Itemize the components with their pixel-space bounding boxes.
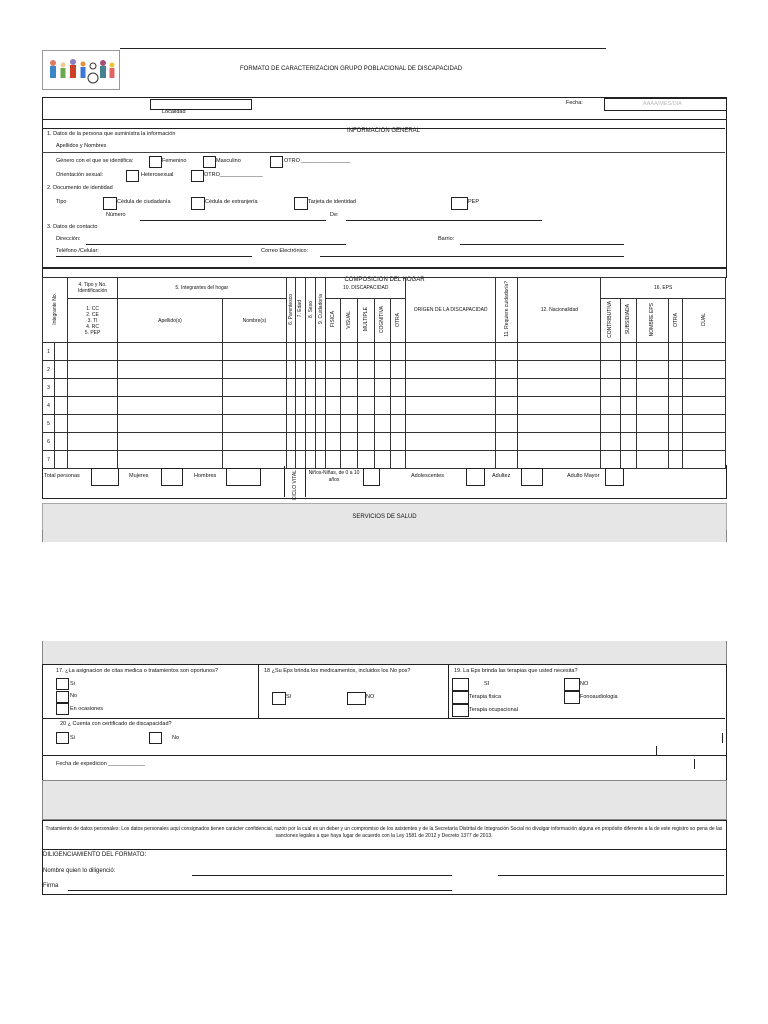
household-cell[interactable] [306,343,316,361]
numero-field[interactable] [140,220,326,221]
household-cell[interactable] [390,433,405,451]
q19-text: 19. La Eps brinda las terapias que usted necesita? [454,668,578,674]
household-cell[interactable] [295,433,305,451]
otra-eps-header: OTRA [669,299,683,343]
q18-text: 18 ¿Su Eps brinda los medicamentos, incluidos los No pos? [264,668,411,674]
totals-row [42,465,727,499]
multiple-header: MULTIPLE [357,299,374,343]
household-cell[interactable] [406,397,496,415]
household-cell[interactable] [223,433,287,451]
household-cell[interactable] [117,343,222,361]
household-cell[interactable] [68,415,118,433]
household-cell[interactable] [601,397,620,415]
section-2-title: 2. Documento de identidad [47,185,113,191]
fonoaudiologia-checkbox[interactable] [564,691,580,704]
household-cell[interactable] [601,343,620,361]
household-cell[interactable] [518,379,601,397]
terapia-fisica-label: Terapia fisica [469,694,502,700]
household-cell[interactable] [669,433,683,451]
orientacion-label: Orientación sexual: [56,172,104,178]
household-cell[interactable] [669,397,683,415]
q17-ocasiones-label: En ocasiones [70,706,104,712]
household-cell[interactable] [683,415,726,433]
nombre-diligencio-label: Nombre quien lo diligenció: [43,868,116,874]
household-cell[interactable] [620,379,636,397]
household-cell[interactable] [374,343,390,361]
household-cell[interactable] [357,415,374,433]
q18-no-checkbox[interactable] [347,692,366,705]
household-cell[interactable] [601,415,620,433]
fecha-label: Fecha: [566,100,583,106]
cedula-ext-label: Cédula de extranjería [205,199,258,205]
general-info-header: INFORMACION GENERAL [42,119,725,129]
household-cell[interactable] [326,397,341,415]
integrante-no-header: Integrante No. [43,278,68,343]
adultez-box[interactable] [521,468,543,486]
firma-label: Firma [43,883,59,889]
household-cell[interactable] [620,343,636,361]
household-cell[interactable] [306,433,316,451]
household-row-number: 2 [43,361,55,379]
discapacidad-header: 10. DISCAPACIDAD [326,278,406,299]
household-cell[interactable] [518,415,601,433]
household-cell[interactable] [68,433,118,451]
tarjeta-label: Tarjeta de identidad [308,199,357,205]
household-cell[interactable] [601,361,620,379]
household-cell[interactable] [286,361,295,379]
household-row-number: 1 [43,343,55,361]
q20-si-label: Si [70,735,75,741]
household-cell[interactable] [306,379,316,397]
pep-label: PEP [468,199,480,205]
origen-header: ORIGEN DE LA DISCAPACIDAD [406,278,496,343]
household-cell[interactable] [341,415,357,433]
q17-ocasiones-checkbox[interactable] [56,703,69,715]
q18-si-checkbox[interactable] [272,692,286,705]
telefono-field[interactable] [56,256,252,257]
people-group-logo-icon [43,51,119,89]
household-cell[interactable] [636,433,668,451]
mujeres-label: Mujeres [129,473,149,479]
direccion-field[interactable] [86,244,346,245]
household-row-number: 3 [43,379,55,397]
household-cell[interactable] [68,397,118,415]
pep-checkbox[interactable] [451,197,468,210]
parentesco-header: 6. Parentesco [286,278,295,343]
household-cell[interactable] [316,343,326,361]
otra-header: OTRA [390,299,405,343]
household-cell[interactable] [496,379,518,397]
household-cell[interactable] [55,415,68,433]
terapia-fisica-checkbox[interactable] [452,691,469,704]
q19-si-label: SI [484,681,490,687]
household-cell[interactable] [316,361,326,379]
genero-label: Género con el que se identifica: [56,158,134,164]
numero-label: Número [106,212,126,218]
general-info-section [42,119,727,269]
household-cell[interactable] [620,397,636,415]
household-cell[interactable] [286,343,295,361]
logo-frame [42,50,120,90]
household-cell[interactable] [683,397,726,415]
household-cell[interactable] [390,379,405,397]
adolescentes-box[interactable] [466,468,485,486]
masculino-label: Masculino [216,158,241,164]
otro-genero-label: OTRO ________________ [284,158,351,164]
tipo-label: Tipo [56,199,67,205]
section-1-title: 1. Datos de la persona que suministra la información [47,131,176,137]
q20-no-checkbox[interactable] [149,732,162,744]
masculino-checkbox[interactable] [203,156,216,168]
household-cell[interactable] [223,415,287,433]
household-cell[interactable] [683,361,726,379]
fecha-placeholder: AAAA/MES/DIA [643,101,682,107]
tipo-id-header: 4. Tipo y No. Identificación [68,278,118,299]
localidad-label: Localidad [162,109,186,115]
household-cell[interactable] [306,361,316,379]
q20-text: 20 ¿ Cuenta con certificado de discapacidad? [60,721,172,727]
correo-field[interactable] [320,256,624,257]
household-cell[interactable] [55,343,68,361]
femenino-checkbox[interactable] [149,156,162,168]
adulto-mayor-label: Adulto Mayor [567,473,600,479]
household-cell[interactable] [316,379,326,397]
household-cell[interactable] [496,415,518,433]
fecha-expedicion-label: Fecha de expedicion ____________ [56,761,145,767]
household-cell[interactable] [326,343,341,361]
heterosexual-checkbox[interactable] [126,170,139,182]
ninos-label: Niños-Niñas, de 0 a 10 años [308,470,360,483]
q17-si-label: Si [70,681,75,687]
household-cell[interactable] [117,397,222,415]
q19-si-checkbox[interactable] [452,678,469,691]
tratamiento-text: Tratamiento de datos personales: Los datos personales aquí consignados tienen carácter confidencial, razón por la cual es un deber y un compromiso de los asistentes y de la Secretaría Distrital de Integración Social no divulgar información alguna en propósito diferente a la de este registro so pena de las sanciones legales a que haya lugar de acuerdo con la Ley 1581 de 2012 y Decreto 1377 de 2013. [45,826,723,839]
household-cell[interactable] [295,361,305,379]
hombres-label: Hombres [194,473,217,479]
total-personas-box[interactable] [91,468,119,486]
household-cell[interactable] [390,361,405,379]
household-cell[interactable] [295,415,305,433]
q17-no-label: No [70,693,78,699]
otro-orientacion-label: OTRO______________ [204,172,263,178]
cedula-checkbox[interactable] [103,197,117,210]
household-cell[interactable] [326,433,341,451]
total-personas-label: Total personas [44,473,80,479]
household-cell[interactable] [68,379,118,397]
household-cell[interactable] [357,433,374,451]
household-cell[interactable] [316,397,326,415]
household-cell[interactable] [406,379,496,397]
household-cell[interactable] [117,433,222,451]
household-cell[interactable] [518,361,601,379]
household-cell[interactable] [326,361,341,379]
household-cell[interactable] [669,415,683,433]
tarjeta-checkbox[interactable] [294,197,308,210]
household-cell[interactable] [636,343,668,361]
household-cell[interactable] [223,379,287,397]
household-cell[interactable] [357,397,374,415]
ciclo-vital-label: CICLO VITAL [284,466,306,497]
otro-genero-checkbox[interactable] [270,156,283,168]
household-cell[interactable] [357,343,374,361]
household-cell[interactable] [316,433,326,451]
household-cell[interactable] [68,343,118,361]
household-cell[interactable] [295,397,305,415]
apellidos-header: Apellido(s) [117,299,222,343]
visual-header: VISUAL [341,299,357,343]
household-cell[interactable] [601,433,620,451]
household-cell[interactable] [326,415,341,433]
q18-si-label: SI [286,694,292,700]
household-cell[interactable] [406,415,496,433]
household-cell[interactable] [286,397,295,415]
de-field[interactable] [346,220,542,221]
page2-grey-band [42,780,727,820]
household-cell[interactable] [295,379,305,397]
household-cell[interactable] [374,379,390,397]
hombres-box[interactable] [226,468,261,486]
household-cell[interactable] [636,361,668,379]
household-cell[interactable] [636,397,668,415]
ninos-box[interactable] [363,468,380,486]
household-cell[interactable] [55,433,68,451]
household-row [43,433,726,451]
household-cell[interactable] [341,361,357,379]
heterosexual-label: Heterosexual [141,172,174,178]
correo-label: Correo Electrónico: [261,248,309,254]
page2-top-band [42,641,727,664]
nombres-header: Nombre(s) [223,299,287,343]
household-cell[interactable] [286,415,295,433]
household-cell[interactable] [286,433,295,451]
q17-text: 17. ¿La asignacion de citas medica o tratamientos son oportunos? [56,668,219,674]
household-cell[interactable] [620,433,636,451]
adulto-mayor-box[interactable] [605,468,624,486]
fisica-header: FISICA [326,299,341,343]
diligenciamiento-title: DILIGENCIAMIENTO DEL FORMATO: [43,852,147,858]
household-cell[interactable] [357,379,374,397]
cuidador-header: 9. Cuidador/a [316,278,326,343]
household-row [43,343,726,361]
household-row [43,415,726,433]
household-cell[interactable] [406,343,496,361]
de-label: De: [330,212,339,218]
household-cell[interactable] [669,343,683,361]
integrantes-header: 5. Integrantes del hogar [117,278,286,299]
cedula-label: Cédula de ciudadanía [117,199,171,205]
household-row-number: 5 [43,415,55,433]
household-cell[interactable] [341,379,357,397]
household-cell[interactable] [374,415,390,433]
direccion-label: Dirección: [56,236,81,242]
terapia-ocupacional-checkbox[interactable] [452,704,469,717]
household-cell[interactable] [341,397,357,415]
household-cell[interactable] [518,343,601,361]
household-cell[interactable] [636,379,668,397]
household-cell[interactable] [55,361,68,379]
household-cell[interactable] [390,397,405,415]
q18-no-label: NO [366,694,375,700]
household-cell[interactable] [496,433,518,451]
q17-no-checkbox[interactable] [56,691,69,703]
section-3-title: 3. Datos de contacto [47,224,98,230]
q20-no-label: No [172,735,180,741]
household-row-number: 6 [43,433,55,451]
femenino-label: Femenino [162,158,187,164]
household-row [43,361,726,379]
household-cell[interactable] [518,397,601,415]
household-cell[interactable] [55,379,68,397]
terapia-ocupacional-label: Terapia ocupacional [469,707,518,713]
q17-si-checkbox[interactable] [56,678,69,690]
q19-no-label: NO [580,681,589,687]
household-cell[interactable] [390,415,405,433]
household-cell[interactable] [286,379,295,397]
household-cell[interactable] [496,397,518,415]
edad-header: 7. Edad [295,278,305,343]
form-title: FORMATO DE CARACTERIZACION GRUPO POBLACIONAL DE DISCAPACIDAD [240,66,463,72]
household-cell[interactable] [601,379,620,397]
household-cell[interactable] [68,361,118,379]
nombre-diligencio-field[interactable] [192,875,452,876]
household-cell[interactable] [223,361,287,379]
household-cell[interactable] [374,397,390,415]
household-cell[interactable] [669,379,683,397]
household-cell[interactable] [390,343,405,361]
household-cell[interactable] [620,361,636,379]
mujeres-box[interactable] [161,468,183,486]
household-cell[interactable] [496,361,518,379]
household-row-number: 4 [43,397,55,415]
requiere-header: 11. Requiere cuidador/a? [496,278,518,343]
household-cell[interactable] [496,343,518,361]
barrio-label: Barrio: [438,236,455,242]
q19-no-checkbox[interactable] [564,678,580,691]
household-row [43,397,726,415]
sexo-header: 8. Sexo [306,278,316,343]
servicios-salud-header: SERVICIOS DE SALUD [42,503,727,531]
contributiva-header: CONTRIBUTIVA [601,299,620,343]
salud-continuation [42,530,727,542]
adultez-label: Adultez [492,473,511,479]
household-cell[interactable] [683,379,726,397]
household-cell[interactable] [374,433,390,451]
household-cell[interactable] [518,433,601,451]
household-cell[interactable] [223,397,287,415]
household-cell[interactable] [306,415,316,433]
household-cell[interactable] [341,433,357,451]
firma-field[interactable] [68,890,452,891]
household-cell[interactable] [306,397,316,415]
household-cell[interactable] [406,361,496,379]
subsidiada-header: SUBSIDIADA [620,299,636,343]
cual-header: CUAL [683,299,726,343]
tipos-list: 1. CC 2. CE 3. TI 4. RC 5. PEP [68,299,118,343]
nombre-extra-field[interactable] [498,875,724,876]
household-cell[interactable] [669,361,683,379]
fonoaudiologia-label: Fonoaudiologia [580,694,618,700]
household-cell[interactable] [117,361,222,379]
cedula-ext-checkbox[interactable] [191,197,205,210]
cognitiva-header: COGNITIVA [374,299,390,343]
fecha-input[interactable] [604,98,727,111]
household-row-number: 7 [43,451,55,469]
apellidos-label: Apellidos y Nombres [56,143,107,149]
household-cell[interactable] [406,433,496,451]
nacionalidad-header: 12. Nacionalidad [518,278,601,343]
household-cell[interactable] [341,343,357,361]
adolescentes-label: Adolescentes [411,473,445,479]
household-cell[interactable] [683,433,726,451]
household-cell[interactable] [316,415,326,433]
otro-orientacion-checkbox[interactable] [191,170,204,182]
q20-si-checkbox[interactable] [56,732,69,744]
salud-questions [42,664,727,756]
household-cell[interactable] [374,361,390,379]
household-cell[interactable] [55,397,68,415]
household-cell[interactable] [636,415,668,433]
household-cell[interactable] [620,415,636,433]
household-cell[interactable] [326,379,341,397]
household-cell[interactable] [117,379,222,397]
barrio-field[interactable] [460,244,624,245]
household-cell[interactable] [357,361,374,379]
telefono-label: Teléfono /Celular: [56,248,99,254]
eps-header: 16. EPS [601,278,726,299]
household-cell[interactable] [683,343,726,361]
nombre-eps-header: NOMBRE EPS [636,299,668,343]
household-cell[interactable] [117,415,222,433]
household-cell[interactable] [295,343,305,361]
household-cell[interactable] [223,343,287,361]
hogar-header: COMPOSICION DEL HOGAR [42,267,727,278]
household-table [42,277,726,469]
household-row [43,379,726,397]
